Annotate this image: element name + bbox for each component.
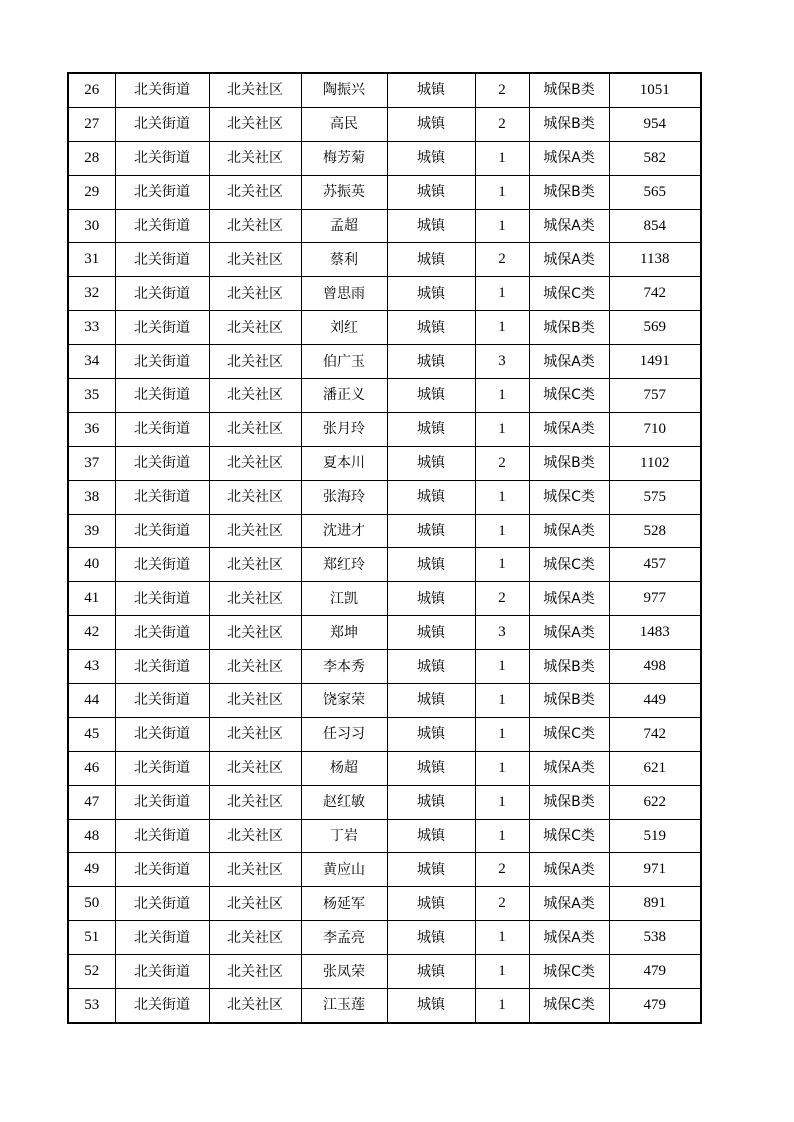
row-number-cell: 44 bbox=[68, 684, 115, 718]
category-cell: 城保C类 bbox=[529, 277, 609, 311]
table-row bbox=[68, 311, 701, 345]
amount-cell: 575 bbox=[609, 480, 701, 514]
community-cell: 北关社区 bbox=[209, 989, 301, 1023]
member-count-cell: 1 bbox=[475, 921, 529, 955]
household-type-cell: 城镇 bbox=[387, 989, 475, 1023]
community-cell: 北关社区 bbox=[209, 921, 301, 955]
category-cell: 城保B类 bbox=[529, 311, 609, 345]
category-cell: 城保B类 bbox=[529, 107, 609, 141]
community-cell: 北关社区 bbox=[209, 717, 301, 751]
community-cell: 北关社区 bbox=[209, 412, 301, 446]
member-count-cell: 1 bbox=[475, 175, 529, 209]
amount-cell: 528 bbox=[609, 514, 701, 548]
category-cell: 城保A类 bbox=[529, 582, 609, 616]
category-cell: 城保B类 bbox=[529, 175, 609, 209]
amount-cell: 742 bbox=[609, 277, 701, 311]
category-cell: 城保C类 bbox=[529, 989, 609, 1023]
street-cell: 北关街道 bbox=[115, 412, 209, 446]
community-cell: 北关社区 bbox=[209, 887, 301, 921]
amount-cell: 854 bbox=[609, 209, 701, 243]
row-number-cell: 48 bbox=[68, 819, 115, 853]
table-row bbox=[68, 887, 701, 921]
name-cell: 高民 bbox=[301, 107, 387, 141]
amount-cell: 742 bbox=[609, 717, 701, 751]
amount-cell: 1491 bbox=[609, 345, 701, 379]
table-row bbox=[68, 853, 701, 887]
member-count-cell: 1 bbox=[475, 785, 529, 819]
amount-cell: 498 bbox=[609, 650, 701, 684]
member-count-cell: 1 bbox=[475, 379, 529, 413]
community-cell: 北关社区 bbox=[209, 480, 301, 514]
member-count-cell: 2 bbox=[475, 582, 529, 616]
table-row bbox=[68, 616, 701, 650]
amount-cell: 710 bbox=[609, 412, 701, 446]
amount-cell: 457 bbox=[609, 548, 701, 582]
row-number-cell: 34 bbox=[68, 345, 115, 379]
name-cell: 郑坤 bbox=[301, 616, 387, 650]
name-cell: 潘正义 bbox=[301, 379, 387, 413]
name-cell: 黄应山 bbox=[301, 853, 387, 887]
household-type-cell: 城镇 bbox=[387, 955, 475, 989]
household-type-cell: 城镇 bbox=[387, 548, 475, 582]
community-cell: 北关社区 bbox=[209, 684, 301, 718]
community-cell: 北关社区 bbox=[209, 209, 301, 243]
category-cell: 城保C类 bbox=[529, 548, 609, 582]
community-cell: 北关社区 bbox=[209, 311, 301, 345]
table-row bbox=[68, 548, 701, 582]
category-cell: 城保A类 bbox=[529, 853, 609, 887]
row-number-cell: 35 bbox=[68, 379, 115, 413]
member-count-cell: 1 bbox=[475, 277, 529, 311]
row-number-cell: 41 bbox=[68, 582, 115, 616]
member-count-cell: 1 bbox=[475, 717, 529, 751]
household-type-cell: 城镇 bbox=[387, 582, 475, 616]
amount-cell: 565 bbox=[609, 175, 701, 209]
category-cell: 城保C类 bbox=[529, 379, 609, 413]
amount-cell: 449 bbox=[609, 684, 701, 718]
household-type-cell: 城镇 bbox=[387, 141, 475, 175]
street-cell: 北关街道 bbox=[115, 446, 209, 480]
name-cell: 曾思雨 bbox=[301, 277, 387, 311]
community-cell: 北关社区 bbox=[209, 955, 301, 989]
name-cell: 杨超 bbox=[301, 751, 387, 785]
table-row bbox=[68, 141, 701, 175]
member-count-cell: 1 bbox=[475, 650, 529, 684]
table-row bbox=[68, 717, 701, 751]
row-number-cell: 36 bbox=[68, 412, 115, 446]
member-count-cell: 1 bbox=[475, 412, 529, 446]
member-count-cell: 1 bbox=[475, 684, 529, 718]
community-cell: 北关社区 bbox=[209, 582, 301, 616]
member-count-cell: 3 bbox=[475, 616, 529, 650]
household-type-cell: 城镇 bbox=[387, 73, 475, 107]
row-number-cell: 50 bbox=[68, 887, 115, 921]
member-count-cell: 1 bbox=[475, 751, 529, 785]
street-cell: 北关街道 bbox=[115, 751, 209, 785]
amount-cell: 1102 bbox=[609, 446, 701, 480]
household-type-cell: 城镇 bbox=[387, 751, 475, 785]
community-cell: 北关社区 bbox=[209, 379, 301, 413]
table-row bbox=[68, 955, 701, 989]
category-cell: 城保B类 bbox=[529, 684, 609, 718]
row-number-cell: 42 bbox=[68, 616, 115, 650]
household-type-cell: 城镇 bbox=[387, 514, 475, 548]
community-cell: 北关社区 bbox=[209, 73, 301, 107]
category-cell: 城保C类 bbox=[529, 819, 609, 853]
street-cell: 北关街道 bbox=[115, 717, 209, 751]
member-count-cell: 1 bbox=[475, 514, 529, 548]
category-cell: 城保B类 bbox=[529, 446, 609, 480]
table-row bbox=[68, 107, 701, 141]
household-type-cell: 城镇 bbox=[387, 209, 475, 243]
street-cell: 北关街道 bbox=[115, 989, 209, 1023]
amount-cell: 479 bbox=[609, 989, 701, 1023]
row-number-cell: 29 bbox=[68, 175, 115, 209]
category-cell: 城保A类 bbox=[529, 345, 609, 379]
row-number-cell: 47 bbox=[68, 785, 115, 819]
table-row bbox=[68, 650, 701, 684]
household-type-cell: 城镇 bbox=[387, 887, 475, 921]
name-cell: 沈进才 bbox=[301, 514, 387, 548]
category-cell: 城保B类 bbox=[529, 785, 609, 819]
household-type-cell: 城镇 bbox=[387, 650, 475, 684]
amount-cell: 538 bbox=[609, 921, 701, 955]
name-cell: 梅芳菊 bbox=[301, 141, 387, 175]
row-number-cell: 38 bbox=[68, 480, 115, 514]
category-cell: 城保A类 bbox=[529, 412, 609, 446]
street-cell: 北关街道 bbox=[115, 650, 209, 684]
table-row bbox=[68, 819, 701, 853]
table-row bbox=[68, 921, 701, 955]
category-cell: 城保B类 bbox=[529, 73, 609, 107]
table-row bbox=[68, 684, 701, 718]
household-type-cell: 城镇 bbox=[387, 921, 475, 955]
member-count-cell: 1 bbox=[475, 311, 529, 345]
street-cell: 北关街道 bbox=[115, 853, 209, 887]
name-cell: 丁岩 bbox=[301, 819, 387, 853]
name-cell: 刘红 bbox=[301, 311, 387, 345]
community-cell: 北关社区 bbox=[209, 175, 301, 209]
community-cell: 北关社区 bbox=[209, 277, 301, 311]
street-cell: 北关街道 bbox=[115, 107, 209, 141]
row-number-cell: 32 bbox=[68, 277, 115, 311]
category-cell: 城保C类 bbox=[529, 717, 609, 751]
amount-cell: 569 bbox=[609, 311, 701, 345]
community-cell: 北关社区 bbox=[209, 446, 301, 480]
household-type-cell: 城镇 bbox=[387, 243, 475, 277]
row-number-cell: 39 bbox=[68, 514, 115, 548]
category-cell: 城保A类 bbox=[529, 921, 609, 955]
amount-cell: 1138 bbox=[609, 243, 701, 277]
row-number-cell: 51 bbox=[68, 921, 115, 955]
category-cell: 城保C类 bbox=[529, 955, 609, 989]
name-cell: 张海玲 bbox=[301, 480, 387, 514]
row-number-cell: 40 bbox=[68, 548, 115, 582]
amount-cell: 977 bbox=[609, 582, 701, 616]
table-row bbox=[68, 73, 701, 107]
name-cell: 蔡利 bbox=[301, 243, 387, 277]
household-type-cell: 城镇 bbox=[387, 446, 475, 480]
street-cell: 北关街道 bbox=[115, 921, 209, 955]
street-cell: 北关街道 bbox=[115, 175, 209, 209]
street-cell: 北关街道 bbox=[115, 73, 209, 107]
household-type-cell: 城镇 bbox=[387, 853, 475, 887]
table-row bbox=[68, 582, 701, 616]
household-type-cell: 城镇 bbox=[387, 785, 475, 819]
records-table bbox=[67, 72, 702, 1024]
name-cell: 江玉莲 bbox=[301, 989, 387, 1023]
name-cell: 江凯 bbox=[301, 582, 387, 616]
member-count-cell: 2 bbox=[475, 73, 529, 107]
member-count-cell: 1 bbox=[475, 209, 529, 243]
community-cell: 北关社区 bbox=[209, 107, 301, 141]
name-cell: 李孟亮 bbox=[301, 921, 387, 955]
community-cell: 北关社区 bbox=[209, 751, 301, 785]
name-cell: 赵红敏 bbox=[301, 785, 387, 819]
row-number-cell: 43 bbox=[68, 650, 115, 684]
amount-cell: 582 bbox=[609, 141, 701, 175]
community-cell: 北关社区 bbox=[209, 853, 301, 887]
row-number-cell: 49 bbox=[68, 853, 115, 887]
row-number-cell: 31 bbox=[68, 243, 115, 277]
row-number-cell: 33 bbox=[68, 311, 115, 345]
amount-cell: 1051 bbox=[609, 73, 701, 107]
street-cell: 北关街道 bbox=[115, 514, 209, 548]
community-cell: 北关社区 bbox=[209, 141, 301, 175]
household-type-cell: 城镇 bbox=[387, 684, 475, 718]
community-cell: 北关社区 bbox=[209, 548, 301, 582]
street-cell: 北关街道 bbox=[115, 311, 209, 345]
community-cell: 北关社区 bbox=[209, 616, 301, 650]
row-number-cell: 37 bbox=[68, 446, 115, 480]
row-number-cell: 27 bbox=[68, 107, 115, 141]
amount-cell: 621 bbox=[609, 751, 701, 785]
category-cell: 城保B类 bbox=[529, 650, 609, 684]
member-count-cell: 1 bbox=[475, 548, 529, 582]
table-row bbox=[68, 379, 701, 413]
category-cell: 城保A类 bbox=[529, 141, 609, 175]
member-count-cell: 1 bbox=[475, 989, 529, 1023]
household-type-cell: 城镇 bbox=[387, 175, 475, 209]
category-cell: 城保A类 bbox=[529, 751, 609, 785]
row-number-cell: 28 bbox=[68, 141, 115, 175]
street-cell: 北关街道 bbox=[115, 480, 209, 514]
member-count-cell: 1 bbox=[475, 141, 529, 175]
row-number-cell: 53 bbox=[68, 989, 115, 1023]
household-type-cell: 城镇 bbox=[387, 311, 475, 345]
street-cell: 北关街道 bbox=[115, 209, 209, 243]
member-count-cell: 2 bbox=[475, 853, 529, 887]
member-count-cell: 2 bbox=[475, 107, 529, 141]
name-cell: 杨延军 bbox=[301, 887, 387, 921]
member-count-cell: 2 bbox=[475, 887, 529, 921]
community-cell: 北关社区 bbox=[209, 650, 301, 684]
name-cell: 孟超 bbox=[301, 209, 387, 243]
row-number-cell: 46 bbox=[68, 751, 115, 785]
table-row bbox=[68, 345, 701, 379]
street-cell: 北关街道 bbox=[115, 345, 209, 379]
table-row bbox=[68, 785, 701, 819]
household-type-cell: 城镇 bbox=[387, 277, 475, 311]
street-cell: 北关街道 bbox=[115, 277, 209, 311]
table-row bbox=[68, 446, 701, 480]
household-type-cell: 城镇 bbox=[387, 107, 475, 141]
category-cell: 城保A类 bbox=[529, 887, 609, 921]
table-row bbox=[68, 209, 701, 243]
household-type-cell: 城镇 bbox=[387, 819, 475, 853]
household-type-cell: 城镇 bbox=[387, 717, 475, 751]
table-row bbox=[68, 412, 701, 446]
community-cell: 北关社区 bbox=[209, 785, 301, 819]
table-row bbox=[68, 751, 701, 785]
amount-cell: 519 bbox=[609, 819, 701, 853]
amount-cell: 757 bbox=[609, 379, 701, 413]
category-cell: 城保A类 bbox=[529, 209, 609, 243]
street-cell: 北关街道 bbox=[115, 955, 209, 989]
street-cell: 北关街道 bbox=[115, 582, 209, 616]
table-row bbox=[68, 514, 701, 548]
amount-cell: 622 bbox=[609, 785, 701, 819]
name-cell: 陶振兴 bbox=[301, 73, 387, 107]
community-cell: 北关社区 bbox=[209, 243, 301, 277]
community-cell: 北关社区 bbox=[209, 514, 301, 548]
table-row bbox=[68, 989, 701, 1023]
name-cell: 夏本川 bbox=[301, 446, 387, 480]
category-cell: 城保A类 bbox=[529, 616, 609, 650]
street-cell: 北关街道 bbox=[115, 243, 209, 277]
household-type-cell: 城镇 bbox=[387, 345, 475, 379]
name-cell: 李本秀 bbox=[301, 650, 387, 684]
name-cell: 伯广玉 bbox=[301, 345, 387, 379]
street-cell: 北关街道 bbox=[115, 785, 209, 819]
street-cell: 北关街道 bbox=[115, 141, 209, 175]
street-cell: 北关街道 bbox=[115, 616, 209, 650]
row-number-cell: 52 bbox=[68, 955, 115, 989]
row-number-cell: 45 bbox=[68, 717, 115, 751]
amount-cell: 891 bbox=[609, 887, 701, 921]
name-cell: 任习习 bbox=[301, 717, 387, 751]
member-count-cell: 1 bbox=[475, 955, 529, 989]
member-count-cell: 2 bbox=[475, 446, 529, 480]
row-number-cell: 26 bbox=[68, 73, 115, 107]
row-number-cell: 30 bbox=[68, 209, 115, 243]
category-cell: 城保A类 bbox=[529, 514, 609, 548]
amount-cell: 954 bbox=[609, 107, 701, 141]
household-type-cell: 城镇 bbox=[387, 412, 475, 446]
name-cell: 张凤荣 bbox=[301, 955, 387, 989]
household-type-cell: 城镇 bbox=[387, 379, 475, 413]
member-count-cell: 2 bbox=[475, 243, 529, 277]
household-type-cell: 城镇 bbox=[387, 616, 475, 650]
street-cell: 北关街道 bbox=[115, 548, 209, 582]
name-cell: 郑红玲 bbox=[301, 548, 387, 582]
records-table-body bbox=[68, 73, 701, 1023]
street-cell: 北关街道 bbox=[115, 684, 209, 718]
street-cell: 北关街道 bbox=[115, 819, 209, 853]
member-count-cell: 1 bbox=[475, 819, 529, 853]
street-cell: 北关街道 bbox=[115, 379, 209, 413]
member-count-cell: 1 bbox=[475, 480, 529, 514]
name-cell: 张月玲 bbox=[301, 412, 387, 446]
amount-cell: 971 bbox=[609, 853, 701, 887]
street-cell: 北关街道 bbox=[115, 887, 209, 921]
member-count-cell: 3 bbox=[475, 345, 529, 379]
table-row bbox=[68, 277, 701, 311]
name-cell: 苏振英 bbox=[301, 175, 387, 209]
household-type-cell: 城镇 bbox=[387, 480, 475, 514]
category-cell: 城保C类 bbox=[529, 480, 609, 514]
category-cell: 城保A类 bbox=[529, 243, 609, 277]
amount-cell: 479 bbox=[609, 955, 701, 989]
table-row bbox=[68, 480, 701, 514]
table-row bbox=[68, 175, 701, 209]
amount-cell: 1483 bbox=[609, 616, 701, 650]
community-cell: 北关社区 bbox=[209, 345, 301, 379]
name-cell: 饶家荣 bbox=[301, 684, 387, 718]
table-row bbox=[68, 243, 701, 277]
community-cell: 北关社区 bbox=[209, 819, 301, 853]
